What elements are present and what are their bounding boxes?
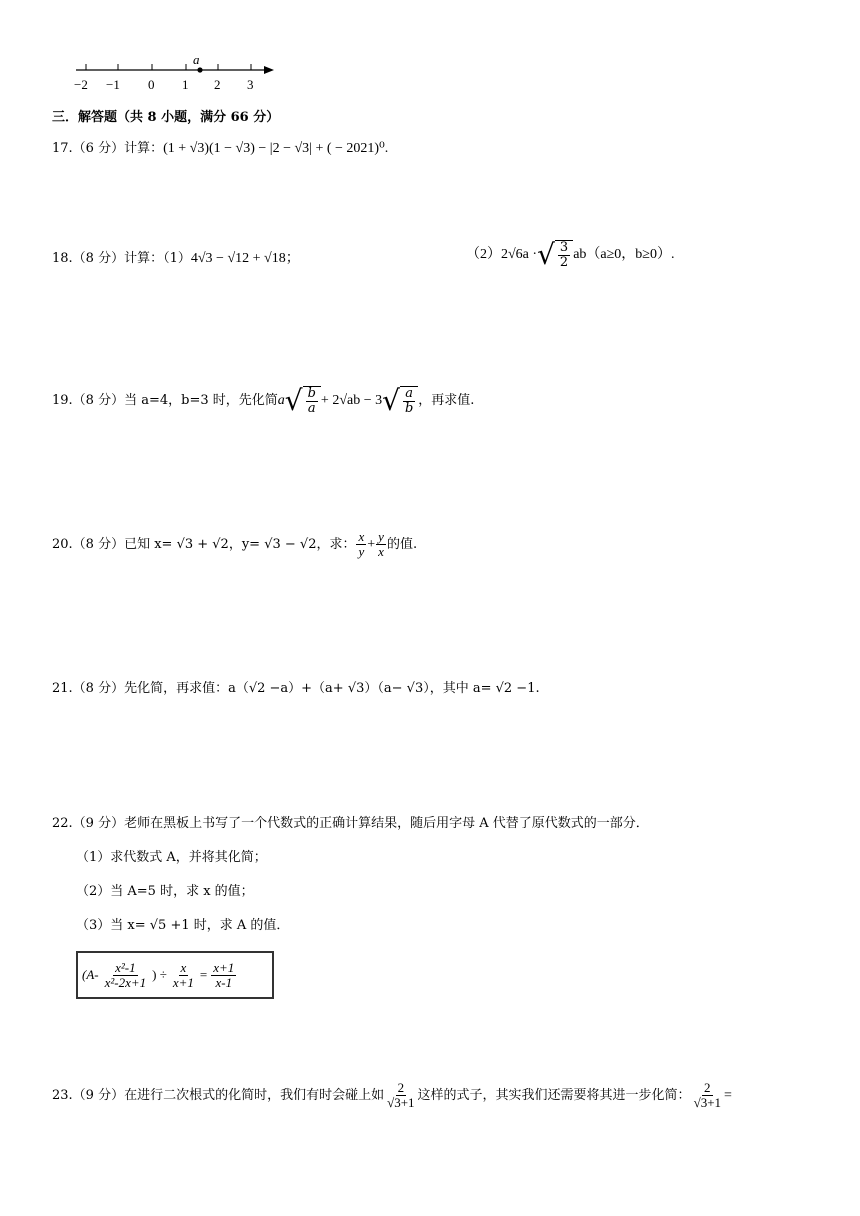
q20-suffix: 的值. bbox=[386, 536, 418, 552]
question-22-sub2: （2）当 A=5 时，求 x 的值； bbox=[76, 884, 254, 899]
q22-formula-box bbox=[76, 951, 274, 999]
q19-coef-a: a bbox=[277, 393, 285, 408]
q23-frac-1: $\frac{2}{√3+1}$ bbox=[387, 1080, 415, 1110]
tick-label-neg1: −1 bbox=[106, 77, 120, 92]
question-23 bbox=[52, 1081, 732, 1110]
box-lead: (A- bbox=[82, 967, 99, 982]
question-18-part2 bbox=[466, 240, 674, 270]
tick-label-3: 3 bbox=[247, 77, 254, 92]
point-a-label: a bbox=[193, 52, 200, 67]
q18-prefix: 18.（8 分）计算：（1） bbox=[52, 251, 191, 266]
q18-part1-expression: 4√3 − √12 + √18； bbox=[190, 251, 300, 266]
q20-prefix: 20.（8 分）已知 x= √3 + √2，y= √3 − √2，求： bbox=[52, 536, 356, 552]
q17-expression: (1 + √3)(1 − √3) − |2 − √3| + ( − 2021)⁰. bbox=[163, 141, 389, 156]
q20-frac-x-over-y: $\frac{x}{y}$ bbox=[358, 529, 365, 559]
q18-frac-den: 2 bbox=[559, 255, 569, 270]
question-22-sub3: （3）当 x= √5 +1 时，求 A 的值． bbox=[76, 918, 290, 933]
question-21: 21.（8 分）先化简，再求值：a（√2 −a）+（a+ √3）（a− √3），其中 a= √2 −1. bbox=[52, 681, 540, 696]
tick-label-1: 1 bbox=[182, 77, 189, 92]
q19-suffix: ，再求值. bbox=[418, 393, 475, 408]
question-17 bbox=[52, 139, 388, 159]
q19-mid: + 2√ab − 3 bbox=[320, 393, 383, 408]
box-frac-2: $\frac{x}{x+1}$ bbox=[172, 959, 194, 990]
question-19 bbox=[52, 386, 474, 416]
tick-label-2: 2 bbox=[214, 77, 221, 92]
q18-sqrt-fraction: √ $\frac{3}{2}$ bbox=[537, 240, 573, 270]
question-22-sub1: （1）求代数式 A，并将其化简； bbox=[76, 850, 267, 865]
q19-sqrt-a-over-b: √ $\frac{a}{b}$ bbox=[382, 386, 418, 416]
q19-sqrt-b-over-a: √ $\frac{b}{a}$ bbox=[285, 386, 321, 416]
tick-label-0: 0 bbox=[148, 77, 155, 92]
q18-frac-num: 3 bbox=[559, 240, 569, 255]
q23-prefix: 23.（9 分）在进行二次根式的化简时，我们有时会碰上如 bbox=[52, 1087, 385, 1103]
box-div: ) ÷ bbox=[152, 967, 167, 982]
question-18-part1 bbox=[52, 249, 300, 269]
section-header: 三．解答题（共 8 小题，满分 66 分） bbox=[52, 110, 280, 125]
q19-prefix: 19.（8 分）当 a=4，b=3 时，先化简 bbox=[52, 393, 278, 408]
point-a-dot bbox=[197, 67, 202, 72]
tick-label-neg2: −2 bbox=[74, 77, 88, 92]
box-frac-3: $\frac{x+1}{x-1}$ bbox=[213, 959, 235, 990]
q23-mid: 这样的式子，其实我们还需要将其进一步化简： bbox=[417, 1087, 691, 1103]
question-20: 20.（8 分）已知 x= √3 + √2，y= √3 − √2，求： $\frac{x}{y}$ + $\frac{y}{x}$ 的值. bbox=[52, 529, 418, 559]
q20-frac-y-over-x: $\frac{y}{x}$ bbox=[378, 529, 384, 559]
q18-fraction bbox=[558, 241, 570, 270]
q18-part2-prefix: （2）2√6a · bbox=[466, 247, 538, 262]
q17-prefix: 17.（6 分）计算： bbox=[52, 141, 164, 156]
box-eq: = bbox=[199, 967, 208, 982]
q23-eq: = bbox=[724, 1087, 732, 1103]
q18-part2-suffix: ab（a≥0，b≥0）. bbox=[573, 247, 675, 262]
q23-frac-2: $\frac{2}{√3+1}$ bbox=[693, 1080, 722, 1110]
question-22-intro: 22.（9 分）老师在黑板上书写了一个代数式的正确计算结果，随后用字母 A 代替了原代数式的一部分． bbox=[52, 816, 649, 831]
box-frac-1: $\frac{\text{x²-1}}{\text{x²-2x+1}}$ bbox=[104, 959, 147, 990]
